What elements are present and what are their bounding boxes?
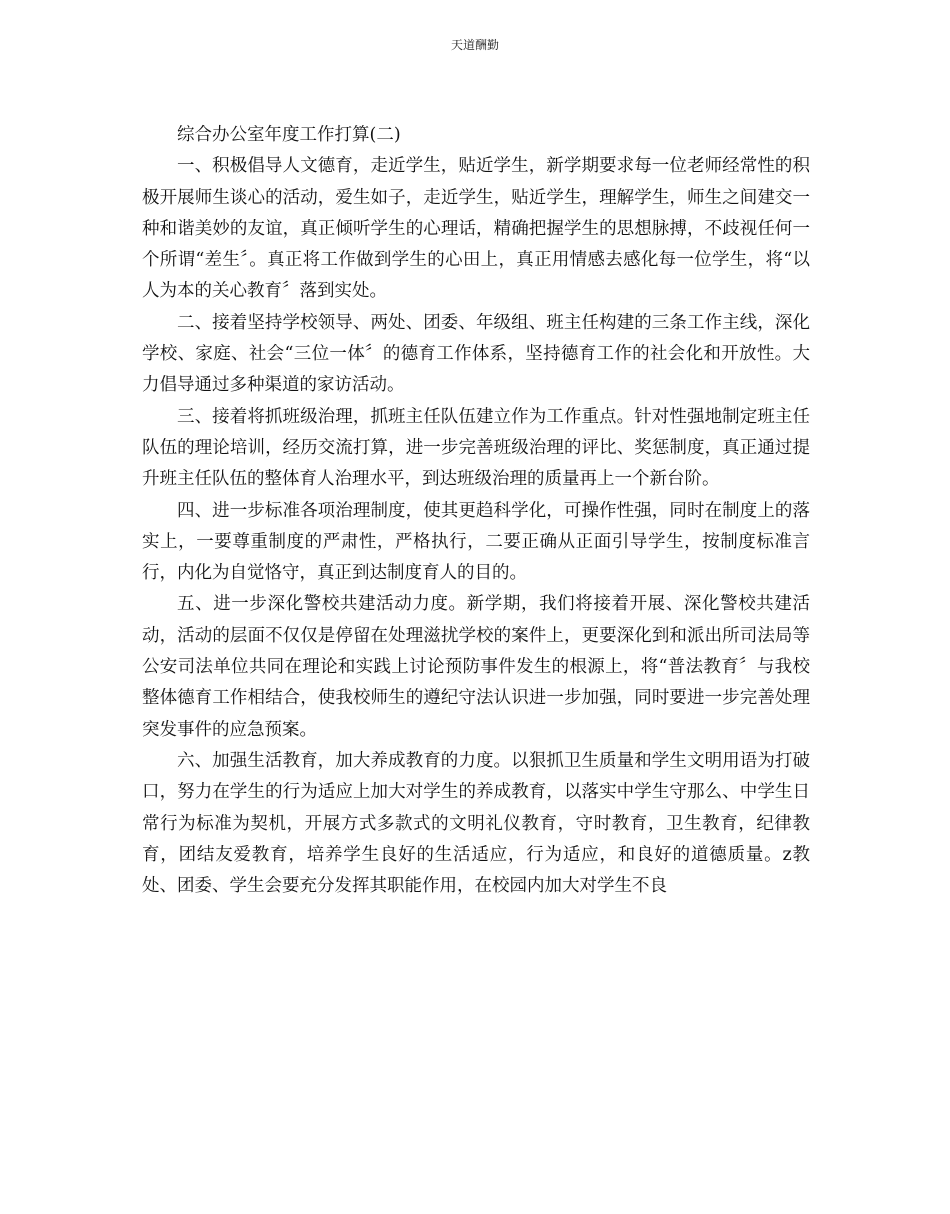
paragraph-1: 一、积极倡导人文德育，走近学生，贴近学生，新学期要求每一位老师经常性的积极开展师生谈心的活动，爱生如子，走近学生，贴近学生，理解学生，师生之间建交一种和谐美妙的友谊，真正倾听学生的心理话，精确把握学生的思想脉搏，不歧视任何一个所谓“差生〞。真正将工作做到学生的心田上，真正用情感去感化每一位学生，将“以人为本的关心教育〞落到实处。 [142, 156, 810, 302]
page-header: 天道酬勤 [450, 38, 499, 52]
paragraph-3: 三、接着将抓班级治理，抓班主任队伍建立作为工作重点。针对性强地制定班主任队伍的理论培训，经历交流打算，进一步完善班级治理的评比、奖惩制度，真正通过提升班主任队伍的整体育人治理水平，到达班级治理的质量再上一个新台阶。 [142, 406, 810, 490]
paragraph-4: 四、进一步标准各项治理制度，使其更趋科学化，可操作性强，同时在制度上的落实上，一要尊重制度的严肃性，严格执行，二要正确从正面引导学生，按制度标准言行，内化为自觉恪守，真正到达制度育人的目的。 [142, 500, 810, 584]
paragraph-5: 五、进一步深化警校共建活动力度。新学期，我们将接着开展、深化警校共建活动，活动的层面不仅仅是停留在处理滋扰学校的案件上，更要深化到和派出所司法局等公安司法单位共同在理论和实践上讨论预防事件发生的根源上，将“普法教育〞与我校整体德育工作相结合，使我校师生的遵纪守法认识进一步加强，同时要进一步完善处理突发事件的应急预案。 [142, 594, 810, 740]
paragraph-6: 六、加强生活教育，加大养成教育的力度。以狠抓卫生质量和学生文明用语为打破口，努力在学生的行为适应上加大对学生的养成教育，以落实中学生守那么、中学生日常行为标准为契机，开展方式多款式的文明礼仪教育，守时教育，卫生教育，纪律教育，团结友爱教育，培养学生良好的生活适应，行为适应，和良好的道德质量。z教处、团委、学生会要充分发挥其职能作用，在校园内加大对学生不良 [142, 750, 810, 897]
paragraph-2: 二、接着坚持学校领导、两处、团委、年级组、班主任构建的三条工作主线，深化学校、家庭、社会“三位一体〞的德育工作体系，坚持德育工作的社会化和开放性。大力倡导通过多种渠道的家访活动。 [142, 312, 810, 396]
document-title: 综合办公室年度工作打算(二) [177, 125, 401, 145]
document-body [142, 120, 810, 902]
